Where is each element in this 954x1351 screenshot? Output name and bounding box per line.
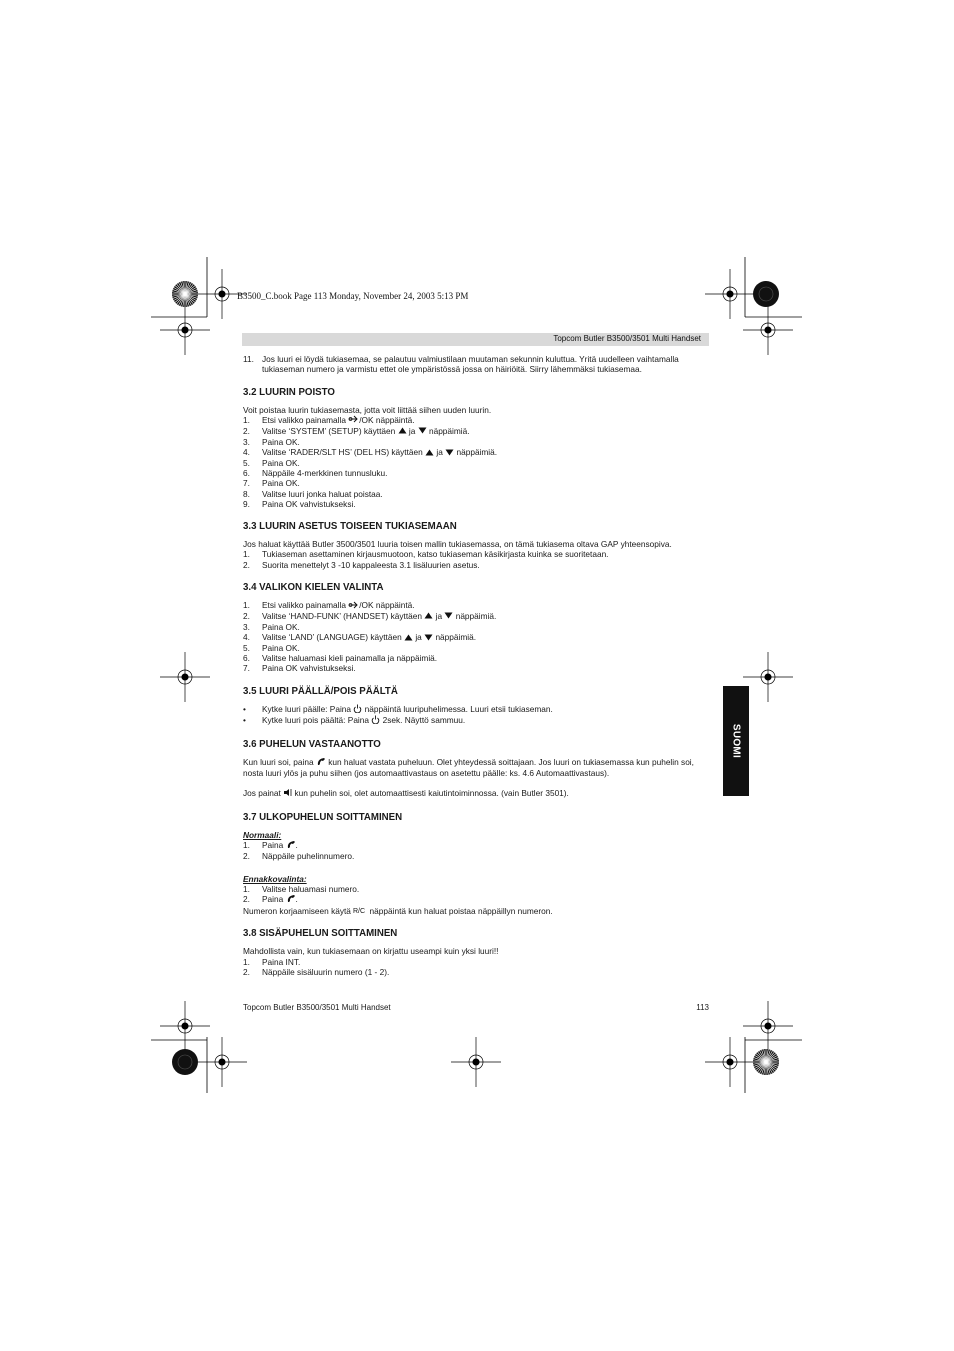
list-item: 2. Näppäile sisäluurin numero (1 - 2). (243, 966, 390, 977)
subheading-normal: Normaali: (243, 829, 282, 840)
page-number: 113 (696, 1003, 709, 1012)
registration-mark (160, 1001, 210, 1051)
list-item: 2. Suorita menettelyt 3 -10 kappaleesta 3.1 lisäluurien asetus. (243, 559, 480, 570)
list-item: 2. Näppäile puhelinnumero. (243, 851, 355, 862)
registration-mark (743, 305, 793, 355)
footer-title: Topcom Butler B3500/3501 Multi Handset (243, 1003, 391, 1012)
section-heading-3-3: 3.3 LUURIN ASETUS TOISEEN TUKIASEMAAN (243, 521, 457, 533)
language-tab (723, 686, 749, 796)
list-item: 4. Valitse ‘LAND’ (LANGUAGE) käyttäen ja näppäimiä. (243, 631, 477, 642)
speaker-icon (283, 788, 292, 799)
section-heading-3-5: 3.5 LUURI PÄÄLLÄ/POIS PÄÄLTÄ (243, 685, 398, 697)
list-item: 1. Etsi valikko painamalla /OK näppäintä. (243, 599, 415, 610)
registration-mark (197, 1037, 247, 1087)
menu-key-icon (348, 601, 359, 611)
page-content (243, 354, 713, 977)
list-item: 2. Valitse ‘SYSTEM’ (SETUP) käyttäen ja näppäimiä. (243, 425, 470, 436)
print-info: B3500_C.book Page 113 Monday, November 24, 2003 5:13 PM (237, 291, 469, 301)
color-bar-target (753, 281, 779, 307)
phone-icon (286, 894, 296, 905)
arrow-up-icon (424, 611, 433, 621)
list-item: 11. Jos luuri ei löydä tukiasemaa, se palautuu valmiustilaan muutaman sekunnin kuluttua. Yritä uudelleen vaihtamalla tukiaseman numero ja varmistu ettet ole ympäristössä jossa on häiriöitä. Siirry lähemmäksi tukiasemaa. (243, 354, 679, 375)
section-intro: Mahdollista vain, kun tukiasemaan on kirjattu useampi kuin yksi luuri!! (243, 946, 499, 957)
power-icon (371, 715, 380, 726)
subheading-predial: Ennakkovalinta: (243, 873, 307, 884)
arrow-down-icon (444, 611, 453, 621)
registration-mark (705, 1037, 755, 1087)
list-item: 6. Näppäile 4-merkkinen tunnusluku. (243, 468, 388, 479)
registration-mark (451, 1037, 501, 1087)
list-item: 1. Etsi valikko painamalla /OK näppäintä. (243, 414, 415, 425)
list-item: 1. Paina . (243, 839, 298, 850)
section-heading-3-8: 3.8 SISÄPUHELUN SOITTAMINEN (243, 928, 398, 940)
arrow-up-icon (404, 633, 413, 643)
list-item: 1. Tukiaseman asettaminen kirjausmuotoon, katso tukiaseman käsikirjasta kuinka se suoritetaan. (243, 549, 609, 560)
list-item: 9. Paina OK vahvistukseksi. (243, 498, 356, 509)
section-heading-3-6: 3.6 PUHELUN VASTAANOTTO (243, 738, 381, 750)
arrow-down-icon (418, 426, 427, 436)
phone-icon (316, 757, 326, 768)
paragraph: Kun luuri soi, paina kun haluat vastata puheluun. Olet yhteydessä soittajaan. Jos luuri on tukiasemassa kun puhelin soi, nosta luuri ylös ja puhu siihen (jos automaattivastaus on asetettu päälle: ks. 4.6 Automaattivastaus). (243, 756, 694, 778)
list-item: 3. Paina OK. (243, 436, 300, 447)
section-intro: Jos haluat käyttää Butler 3500/3501 luuria toisen mallin tukiasemassa, on tämä tukiasema oltava GAP yhteensopiva. (243, 539, 672, 550)
list-item: 8. Valitse luuri jonka haluat poistaa. (243, 488, 383, 499)
list-item: 5. Paina OK. (243, 457, 300, 468)
registration-mark (160, 652, 210, 702)
bullet-item: • Kytke luuri päälle: Paina näppäintä luuripuhelimessa. Luuri etsii tukiaseman. (243, 703, 553, 714)
registration-mark (160, 305, 210, 355)
color-bar-target (172, 1049, 198, 1075)
section-heading-3-2: 3.2 LUURIN POISTO (243, 386, 335, 398)
bullet-item: • Kytke luuri pois päältä: Paina 2sek. Näyttö sammuu. (243, 715, 466, 726)
arrow-down-icon (424, 633, 433, 643)
list-item: 3. Paina OK. (243, 621, 300, 632)
list-item: 6. Valitse haluamasi kieli painamalla ja näppäimiä. (243, 653, 438, 664)
section-intro: Voit poistaa luurin tukiasemasta, jotta voit liittää siihen uuden luurin. (243, 404, 492, 415)
paragraph: Jos painat kun puhelin soi, olet automaattisesti kaiutintoiminnossa. (vain Butler 3501). (243, 788, 569, 799)
svg-text:R/C: R/C (353, 908, 366, 915)
arrow-up-icon (398, 426, 407, 436)
arrow-down-icon (445, 448, 454, 458)
header-title: Topcom Butler B3500/3501 Multi Handset (553, 334, 701, 343)
list-item: 2. Valitse ‘HAND-FUNK’ (HANDSET) käyttäen ja näppäimiä. (243, 610, 497, 621)
color-bar-target (172, 281, 198, 307)
registration-mark (705, 269, 755, 319)
list-item: 7. Paina OK vahvistukseksi. (243, 663, 356, 674)
registration-mark (743, 1001, 793, 1051)
language-tab-label: SUOMI (730, 723, 742, 759)
list-item: 4. Valitse ‘RADER/SLT HS’ (DEL HS) käyttäen ja näppäimiä. (243, 446, 498, 457)
section-heading-3-4: 3.4 VALIKON KIELEN VALINTA (243, 581, 384, 593)
color-bar-target (753, 1049, 779, 1075)
header-bar (242, 333, 709, 346)
clear-key-icon (353, 906, 367, 916)
list-item: 7. Paina OK. (243, 478, 300, 489)
list-item: 1. Valitse haluamasi numero. (243, 883, 360, 894)
list-item: 2. Paina . (243, 894, 298, 905)
list-item: 5. Paina OK. (243, 642, 300, 653)
phone-icon (286, 840, 296, 851)
menu-key-icon (348, 415, 359, 425)
paragraph: Numeron korjaamiseen käytä R/C näppäintä kun haluat poistaa näppäillyn numeron. (243, 905, 553, 916)
registration-mark (743, 652, 793, 702)
arrow-up-icon (425, 448, 434, 458)
section-heading-3-7: 3.7 ULKOPUHELUN SOITTAMINEN (243, 811, 403, 823)
list-item: 1. Paina INT. (243, 956, 301, 967)
power-icon (353, 704, 362, 715)
